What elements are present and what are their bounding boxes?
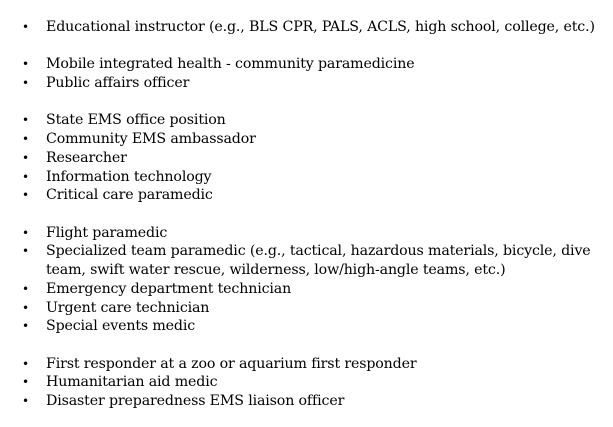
list-item-text: Disaster preparedness EMS liaison officer [46, 393, 345, 409]
list-item [0, 317, 613, 336]
list-item-text: Flight paramedic [46, 224, 168, 241]
list-item-text: State EMS office position [46, 112, 226, 129]
list-item-text: Researcher [46, 149, 127, 166]
bullet-icon [22, 355, 32, 374]
list-item-text: Mobile integrated health - community paramedicine [46, 56, 415, 73]
list-item-text: Information technology [46, 168, 212, 185]
bullet-group-2 [0, 55, 613, 92]
list-item [0, 242, 613, 279]
list-item [0, 130, 613, 149]
list-item [0, 168, 613, 187]
bullet-group-5 [0, 355, 613, 411]
list-item [0, 149, 613, 168]
list-item-text: Critical care paramedic [46, 187, 213, 204]
list-item [0, 55, 613, 74]
bullet-icon [22, 224, 32, 243]
list-item-text: Educational instructor (e.g., BLS CPR, PALS, ACLS, high school, college, etc.) [46, 19, 595, 35]
bullet-icon [22, 373, 32, 392]
bullet-icon [22, 242, 32, 261]
list-item-text: Community EMS ambassador [46, 131, 256, 148]
bullet-icon [22, 55, 32, 74]
list-item-text: Urgent care technician [46, 299, 210, 316]
bullet-icon [22, 130, 32, 149]
bullet-icon [22, 392, 32, 411]
list-item [0, 224, 613, 243]
list-item [0, 186, 613, 205]
bullet-icon [22, 74, 32, 93]
list-item-text: Emergency department technician [46, 280, 292, 297]
list-item-text: Public affairs officer [46, 75, 190, 92]
bullet-icon [22, 18, 32, 37]
list-item [0, 392, 613, 411]
bullet-icon [22, 317, 32, 336]
bullet-icon [22, 168, 32, 187]
list-item-text: Humanitarian aid medic [46, 374, 218, 391]
bullet-icon [22, 186, 32, 205]
list-item [0, 355, 613, 374]
bullet-icon [22, 149, 32, 168]
list-item [0, 18, 613, 37]
bullet-icon [22, 280, 32, 299]
bullet-group-1 [0, 18, 613, 37]
career-options-document [0, 18, 613, 411]
list-item-text: First responder at a zoo or aquarium first responder [46, 355, 417, 372]
list-item [0, 373, 613, 392]
bullet-icon [22, 111, 32, 130]
bullet-group-4 [0, 224, 613, 336]
bullet-icon [22, 299, 32, 318]
list-item-text: Specialized team paramedic (e.g., tactical, hazardous materials, bicycle, dive team, swift water rescue, wilderness, low/high-angle teams, etc.) [46, 243, 591, 279]
list-item [0, 74, 613, 93]
list-item [0, 299, 613, 318]
list-item-text: Special events medic [46, 318, 196, 335]
list-item [0, 280, 613, 299]
list-item [0, 111, 613, 130]
bullet-group-3 [0, 111, 613, 205]
